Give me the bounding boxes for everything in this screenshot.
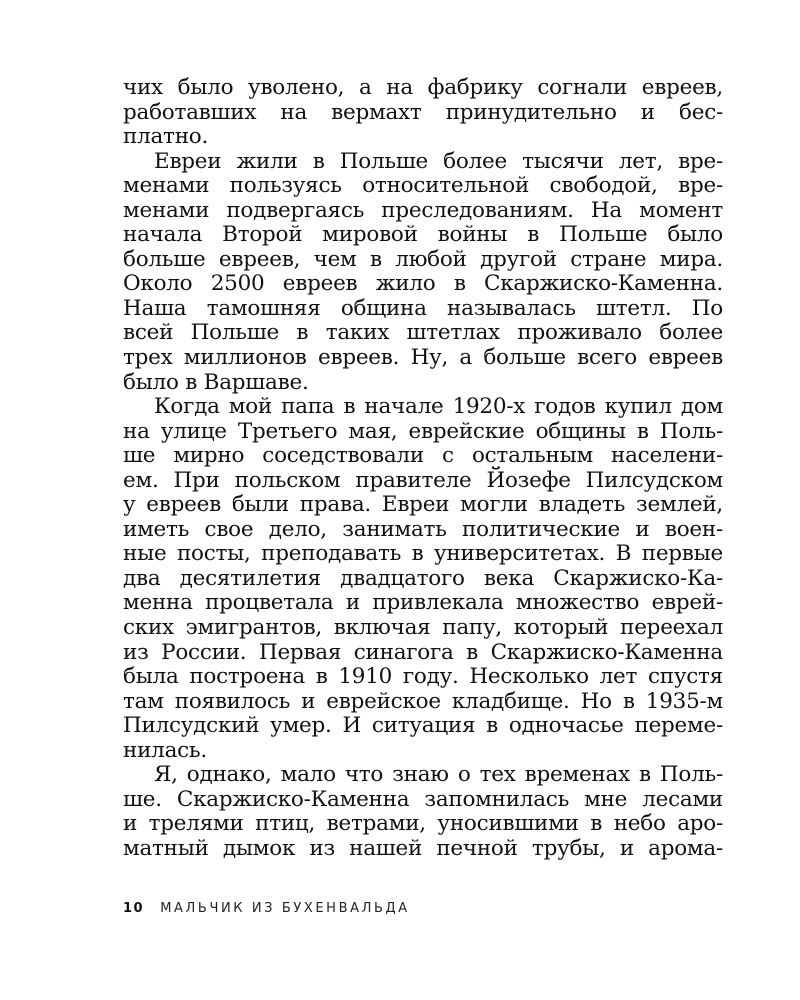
text-line: начала Второй мировой войны в Польше было xyxy=(123,222,723,248)
text-line: менами подвергаясь преследованиям. На момент xyxy=(123,197,723,223)
text-line: ше мирно соседствовали с остальным населени- xyxy=(123,443,723,469)
text-line: было в Варшаве. xyxy=(123,369,309,395)
text-line: на улице Третьего мая, еврейские общины в Поль- xyxy=(123,418,723,444)
text-line: у евреев были права. Евреи могли владеть землей, xyxy=(123,492,723,518)
text-line: ные посты, преподавать в университетах. В первые xyxy=(123,541,723,567)
text-line: работавших на вермахт принудительно и бес- xyxy=(123,99,723,125)
text-line: Наша тамошняя община называлась штетл. По xyxy=(123,295,723,321)
text-line: и трелями птиц, ветрами, уносившими в небо аро- xyxy=(123,811,723,837)
text-line: два десятилетия двадцатого века Скаржиско-Ка- xyxy=(123,565,723,591)
page-footer xyxy=(123,900,410,918)
text-line: менами пользуясь относительной свободой, вре- xyxy=(123,173,723,199)
paragraph-start-line: Когда мой папа в начале 1920-х годов купил дом xyxy=(154,394,723,420)
text-line: Около 2500 евреев жило в Скаржиско-Каменна. xyxy=(123,271,723,297)
page-number: 10 xyxy=(123,901,145,916)
text-line: менна процветала и привлекала множество еврей- xyxy=(123,590,723,616)
text-line: нилась. xyxy=(123,737,207,763)
text-line: платно. xyxy=(123,124,209,150)
paragraph-start-line: Я, однако, мало что знаю о тех временах в Поль- xyxy=(154,762,723,788)
text-line: матный дымок из нашей печной трубы, и арома- xyxy=(123,835,723,861)
text-line: ских эмигрантов, включая папу, который переехал xyxy=(123,615,723,641)
text-line: больше евреев, чем в любой другой стране мира. xyxy=(123,246,723,272)
text-line: чих было уволено, а на фабрику согнали евреев, xyxy=(123,75,723,100)
text-line: ше. Скаржиско-Каменна запомнилась мне лесами xyxy=(123,786,723,812)
text-line: Пилсудский умер. И ситуация в одночасье переме- xyxy=(123,713,723,739)
text-line: из России. Первая синагога в Скаржиско-Каменна xyxy=(123,639,723,665)
text-line: трех миллионов евреев. Ну, а больше всего евреев xyxy=(123,345,723,371)
text-line: иметь свое дело, занимать политические и воен- xyxy=(123,516,723,542)
running-title: МАЛЬЧИК ИЗ БУХЕНВАЛЬДА xyxy=(160,901,410,916)
text-line: всей Польше в таких штетлах проживало более xyxy=(123,320,723,346)
paragraph-start-line: Евреи жили в Польше более тысячи лет, вре- xyxy=(154,148,723,174)
text-line: была построена в 1910 году. Несколько лет спустя xyxy=(123,664,723,690)
body-text xyxy=(123,76,723,862)
text-line: там появилось и еврейское кладбище. Но в 1935-м xyxy=(123,688,723,714)
text-line: ем. При польском правителе Йозефе Пилсудском xyxy=(123,467,723,493)
